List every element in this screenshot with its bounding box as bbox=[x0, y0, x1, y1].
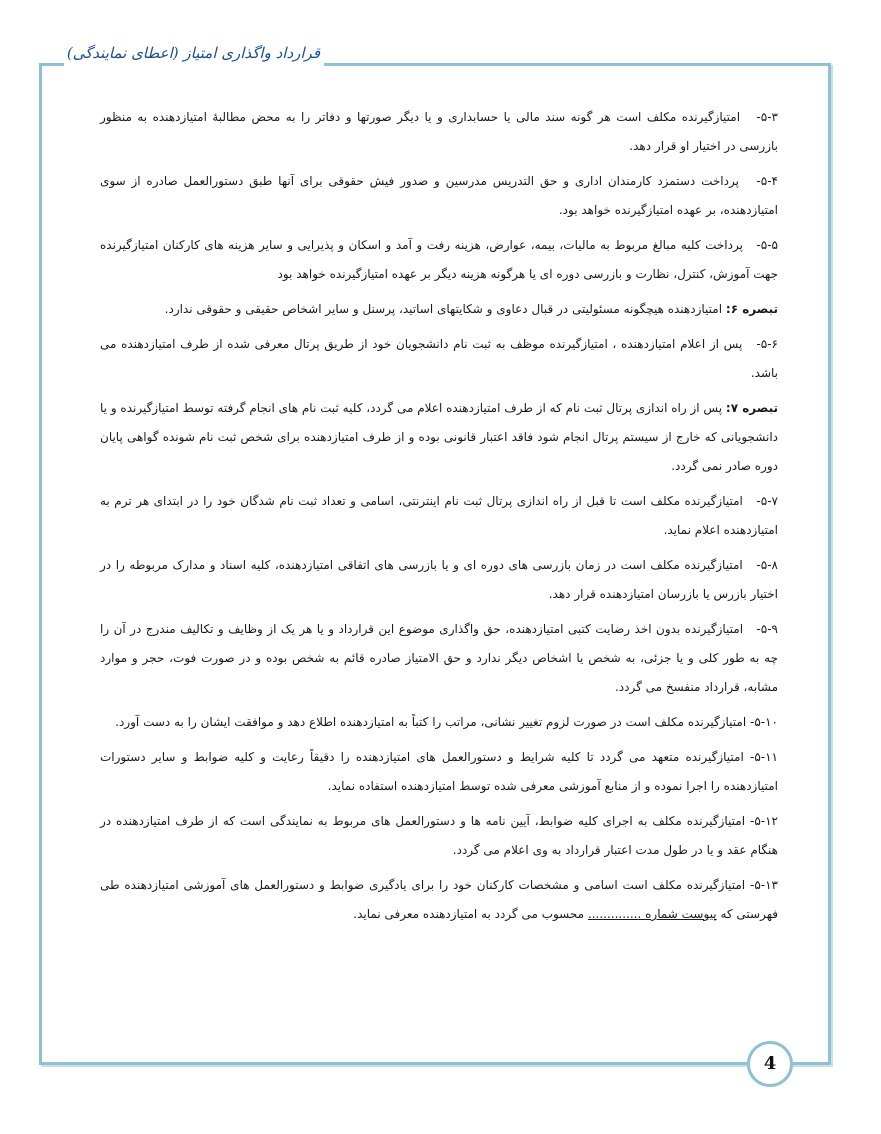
clause-5-3: ۵-۳- امتیازگیرنده مکلف است هر گونه سند مالی یا حسابداری و یا دیگر صورتها و دفاتر را به محض مطالبهٔ امتیازدهنده به منظور بازرسی در اختیار او قرار دهد. bbox=[100, 110, 778, 153]
clause-5-4: ۵-۴- پرداخت دستمزد کارمندان اداری و حق التدریس مدرسین و صدور فیش حقوقی برای آنها طبق دستورالعمل صادره از سوی امتیازدهنده، بر عهده امتیازگیرنده خواهد بود. bbox=[100, 174, 778, 217]
clause-5-5: ۵-۵- پرداخت کلیه مبالغ مربوط به مالیات، بیمه، عوارض، هزینه رفت و آمد و اسکان و پذیرایی و سایر هزینه های کارکنان امتیازگیرنده جهت آموزش، کنترل، نظارت و بازرسی دوره ای یا هرگونه هزینه دیگر بر عهده امتیازگیرنده خواهد بود bbox=[100, 238, 778, 281]
document-header-title: قرارداد واگذاری امتیاز (اعطای نمایندگی) bbox=[66, 44, 320, 62]
note-6: تبصره ۶: امتیازدهنده هیچگونه مسئولیتی در قبال دعاوی و شکایتهای اساتید، پرسنل و سایر اشخاص حقیقی و حقوقی ندارد. bbox=[164, 302, 778, 316]
document-body bbox=[100, 103, 778, 935]
clause-5-13: ۵-۱۳- امتیازگیرنده مکلف است اسامی و مشخصات کارکنان خود را برای یادگیری ضوابط و دستورالعمل های آموزشی امتیازدهنده طی فهرستی که پیوست شماره .............. محسوب می گردد به امتیازدهنده معرفی نماید. bbox=[100, 878, 778, 921]
clause-5-10: ۵-۱۰- امتیازگیرنده مکلف است در صورت لزوم تغییر نشانی، مراتب را کتباً به امتیازدهنده اطلاع دهد و موافقت ایشان را به دست آورد. bbox=[115, 715, 778, 729]
page-number-badge: 4 bbox=[747, 1041, 793, 1087]
clause-5-8: ۵-۸- امتیازگیرنده مکلف است در زمان بازرسی های دوره ای و یا بازرسی های اتفاقی امتیازدهنده، کلیه اسناد و مدارک مربوطه را در اختیار بازرس یا بازرسان امتیازدهنده قرار دهد. bbox=[100, 558, 778, 601]
clause-5-7: ۵-۷- امتیازگیرنده مکلف است تا قبل از راه اندازی پرتال ثبت نام اینترنتی، اسامی و تعداد ثبت نام شدگان خود را در ابتدای هر ترم به امتیازدهنده اعلام نماید. bbox=[100, 494, 778, 537]
attachment-reference: پیوست شماره .............. bbox=[587, 907, 717, 921]
clause-5-12: ۵-۱۲- امتیازگیرنده مکلف به اجرای کلیه ضوابط، آیین نامه ها و دستورالعمل های مربوط به نمایندگی است که از طرف امتیازدهنده در هنگام عقد و یا در طول مدت اعتبار قرارداد به وی اعلام می گردد. bbox=[100, 814, 778, 857]
clause-5-11: ۵-۱۱- امتیازگیرنده متعهد می گردد تا کلیه شرایط و دستورالعمل های امتیازدهنده را دقیقاً رعایت و کلیه ضوابط و سایر دستورات امتیازدهنده را اجرا نموده و از منابع آموزشی معرفی شده توسط امتیازدهنده استفاده نماید. bbox=[100, 750, 778, 793]
clause-5-9: ۵-۹- امتیازگیرنده بدون اخذ رضایت کتبی امتیازدهنده، حق واگذاری موضوع این قرارداد و یا هر یک از وظایف و تکالیف مندرج در آن را چه به طور کلی و یا جزئی، به شخص یا اشخاص دیگر ندارد و حق الامتیاز صادره قائم به شخص بوده و در صورت فوت، حجر و موارد مشابه، قرارداد منفسخ می گردد. bbox=[100, 622, 778, 694]
note-7: تبصره ۷: پس از راه اندازی پرتال ثبت نام که از طرف امتیازدهنده اعلام می گردد، کلیه ثبت نام های انجام گرفته توسط امتیازگیرنده و یا دانشجویانی که خارج از سیستم پرتال انجام شود فاقد اعتبار قانونی بوده و از طرف امتیازدهنده برای شخص ثبت نام شونده گواهی پایان دوره صادر نمی گردد. bbox=[100, 401, 778, 473]
clause-5-6: ۵-۶- پس از اعلام امتیازدهنده ، امتیازگیرنده موظف به ثبت نام دانشجویان خود از طریق پرتال معرفی شده از طرف امتیازدهنده می باشد. bbox=[100, 337, 778, 380]
